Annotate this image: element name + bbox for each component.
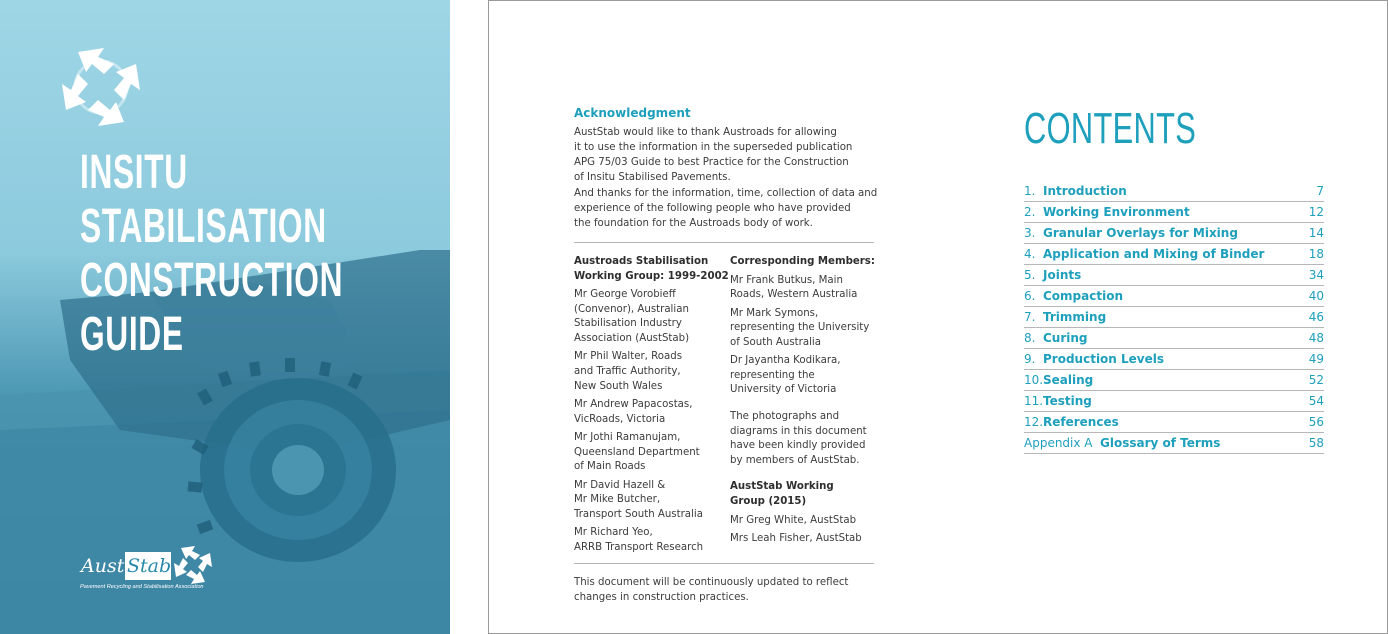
brand-aust-text: Aust (81, 555, 125, 577)
text-line: experience of the following people who have provided (574, 203, 851, 214)
contents-title: CONTENTS (1024, 104, 1197, 153)
text-line: Mr Mike Butcher, (574, 494, 661, 506)
text-line: The photographs and (730, 410, 840, 422)
member-entry (574, 431, 734, 475)
text-line: by members of AustStab. (730, 454, 860, 466)
toc-label: Application and Mixing of Binder (1043, 247, 1265, 261)
inner-page (488, 0, 1388, 634)
text-line: and Traffic Authority, (574, 365, 681, 377)
cover-title-line: STABILISATION (80, 200, 327, 253)
toc-entry[interactable] (1024, 223, 1324, 244)
text-line: (Convenor), Australian (574, 303, 689, 315)
toc-label: Granular Overlays for Mixing (1043, 226, 1238, 240)
member-entry (730, 307, 890, 351)
cover-title-line: CONSTRUCTION (80, 254, 344, 307)
toc-entry[interactable] (1024, 307, 1324, 328)
toc-label: Testing (1043, 394, 1092, 408)
text-line: of South Australia (730, 336, 821, 348)
toc-page: 48 (1308, 331, 1324, 345)
member-entry (574, 526, 734, 555)
text-line: of Main Roads (574, 461, 646, 473)
text-line: Stabilisation Industry (574, 318, 682, 330)
text-line: University of Victoria (730, 384, 837, 396)
toc-entry[interactable] (1024, 286, 1324, 307)
toc-page: 56 (1308, 415, 1324, 429)
text-line: Mr Jothi Ramanujam, (574, 431, 681, 443)
toc-entry[interactable] (1024, 328, 1324, 349)
toc-number: 6. (1024, 289, 1036, 303)
member-entry (574, 350, 734, 394)
toc-number: 8. (1024, 331, 1036, 345)
toc-entry[interactable] (1024, 391, 1324, 412)
member-entry (730, 354, 890, 398)
footer-note (574, 575, 874, 605)
text-line: APG 75/03 Guide to best Practice for the Construction (574, 157, 849, 168)
working-group-2015-heading (730, 480, 890, 509)
text-line: Mr David Hazell & (574, 479, 666, 491)
toc-page: 18 (1308, 247, 1324, 261)
text-line: ARRB Transport Research (574, 541, 704, 553)
text-line: Association (AustStab) (574, 332, 690, 344)
toc-label: Curing (1043, 331, 1088, 345)
toc-entry[interactable] (1024, 412, 1324, 433)
text-line: Mr Mark Symons, (730, 307, 819, 319)
member-entry: Mrs Leah Fisher, AustStab (730, 532, 862, 544)
toc-entry-appendix[interactable] (1024, 433, 1324, 454)
toc-entry[interactable] (1024, 349, 1324, 370)
divider (574, 242, 874, 243)
text-line: Mr Andrew Papacostas, (574, 398, 693, 410)
cover-title (80, 146, 343, 362)
recycle-arrows-icon (58, 44, 144, 130)
toc-page: 34 (1308, 268, 1324, 282)
corresponding-members-heading: Corresponding Members: (730, 256, 875, 267)
toc-entry[interactable] (1024, 202, 1324, 223)
toc-label: References (1043, 415, 1119, 429)
toc-entry[interactable] (1024, 244, 1324, 265)
text-line: it to use the information in the superseded publication (574, 142, 853, 153)
toc-page: 7 (1316, 184, 1324, 198)
text-line: Mr Frank Butkus, Main (730, 274, 843, 286)
cover-title-line: GUIDE (80, 308, 184, 361)
toc-label: Compaction (1043, 289, 1123, 303)
toc-page: 12 (1308, 205, 1324, 219)
text-line: And thanks for the information, time, collection of data and (574, 188, 878, 199)
brand-tagline: Pavement Recycling and Stabilisation Association (80, 584, 204, 590)
working-group-column (574, 255, 734, 559)
toc-label: Trimming (1043, 310, 1107, 324)
toc-label: Joints (1043, 268, 1082, 282)
acknowledgment-paragraph-2 (574, 186, 884, 231)
text-line: AustStab would like to thank Austroads for allowing (574, 127, 837, 138)
text-line: Roads, Western Australia (730, 289, 858, 301)
toc-number: 7. (1024, 310, 1036, 324)
text-line: AustStab Working (730, 481, 834, 493)
working-group-heading (574, 255, 734, 284)
text-line: representing the (730, 369, 815, 381)
toc-number: 3. (1024, 226, 1036, 240)
text-line: VicRoads, Victoria (574, 413, 666, 425)
toc-number: 10. (1024, 373, 1044, 387)
toc-number: 11. (1024, 394, 1044, 408)
text-line: Austroads Stabilisation (574, 256, 709, 267)
cover-title-line: INSITU (80, 146, 188, 199)
text-line: of Insitu Stabilised Pavements. (574, 172, 731, 183)
toc-page: 54 (1308, 394, 1324, 408)
member-entry (574, 288, 734, 346)
toc-label: Production Levels (1043, 352, 1165, 366)
toc-label: Introduction (1043, 184, 1127, 198)
toc-number: 9. (1024, 352, 1036, 366)
toc-number: 2. (1024, 205, 1036, 219)
toc-page: 14 (1308, 226, 1324, 240)
divider (574, 563, 874, 564)
photo-credit-note (730, 410, 890, 468)
text-line: This document will be continuously updated to reflect (574, 577, 849, 588)
text-line: changes in construction practices. (574, 592, 749, 603)
toc-page: 58 (1308, 436, 1324, 450)
text-line: Group (2015) (730, 495, 807, 507)
brand-stab-text: Stab (127, 555, 172, 577)
toc-number: 4. (1024, 247, 1036, 261)
auststab-logo-icon (173, 545, 213, 585)
auststab-brand (80, 543, 215, 593)
toc-page: 46 (1308, 310, 1324, 324)
corresponding-members-column (730, 255, 890, 550)
member-entry (574, 479, 734, 523)
member-entry: Mr Greg White, AustStab (730, 514, 857, 526)
acknowledgment-paragraph-1 (574, 125, 874, 185)
toc-number: 5. (1024, 268, 1036, 282)
text-line: Queensland Department (574, 446, 700, 458)
member-entry (730, 274, 890, 303)
text-line: have been kindly provided (730, 440, 866, 452)
toc-label: Working Environment (1043, 205, 1190, 219)
toc-page: 52 (1308, 373, 1324, 387)
table-of-contents (1024, 181, 1324, 454)
text-line: Mr George Vorobieff (574, 289, 676, 301)
toc-entry[interactable] (1024, 370, 1324, 391)
toc-number: 12. (1024, 415, 1044, 429)
acknowledgment-heading: Acknowledgment (574, 106, 691, 120)
toc-label: Glossary of Terms (1100, 436, 1221, 450)
text-line: diagrams in this document (730, 425, 867, 437)
toc-label: Sealing (1043, 373, 1094, 387)
cover-panel (0, 0, 450, 634)
text-line: Mr Phil Walter, Roads (574, 351, 683, 363)
text-line: Dr Jayantha Kodikara, (730, 355, 841, 367)
toc-number: 1. (1024, 184, 1036, 198)
toc-page: 40 (1308, 289, 1324, 303)
text-line: New South Wales (574, 380, 663, 392)
text-line: the foundation for the Austroads body of work. (574, 218, 813, 229)
text-line: Mr Richard Yeo, (574, 527, 653, 539)
text-line: Working Group: 1999-2002 (574, 270, 729, 282)
toc-entry[interactable] (1024, 181, 1324, 202)
toc-page: 49 (1308, 352, 1324, 366)
text-line: Transport South Australia (574, 508, 703, 520)
member-entry (574, 398, 734, 427)
toc-number: Appendix A (1024, 436, 1093, 450)
toc-entry[interactable] (1024, 265, 1324, 286)
text-line: representing the University (730, 322, 870, 334)
